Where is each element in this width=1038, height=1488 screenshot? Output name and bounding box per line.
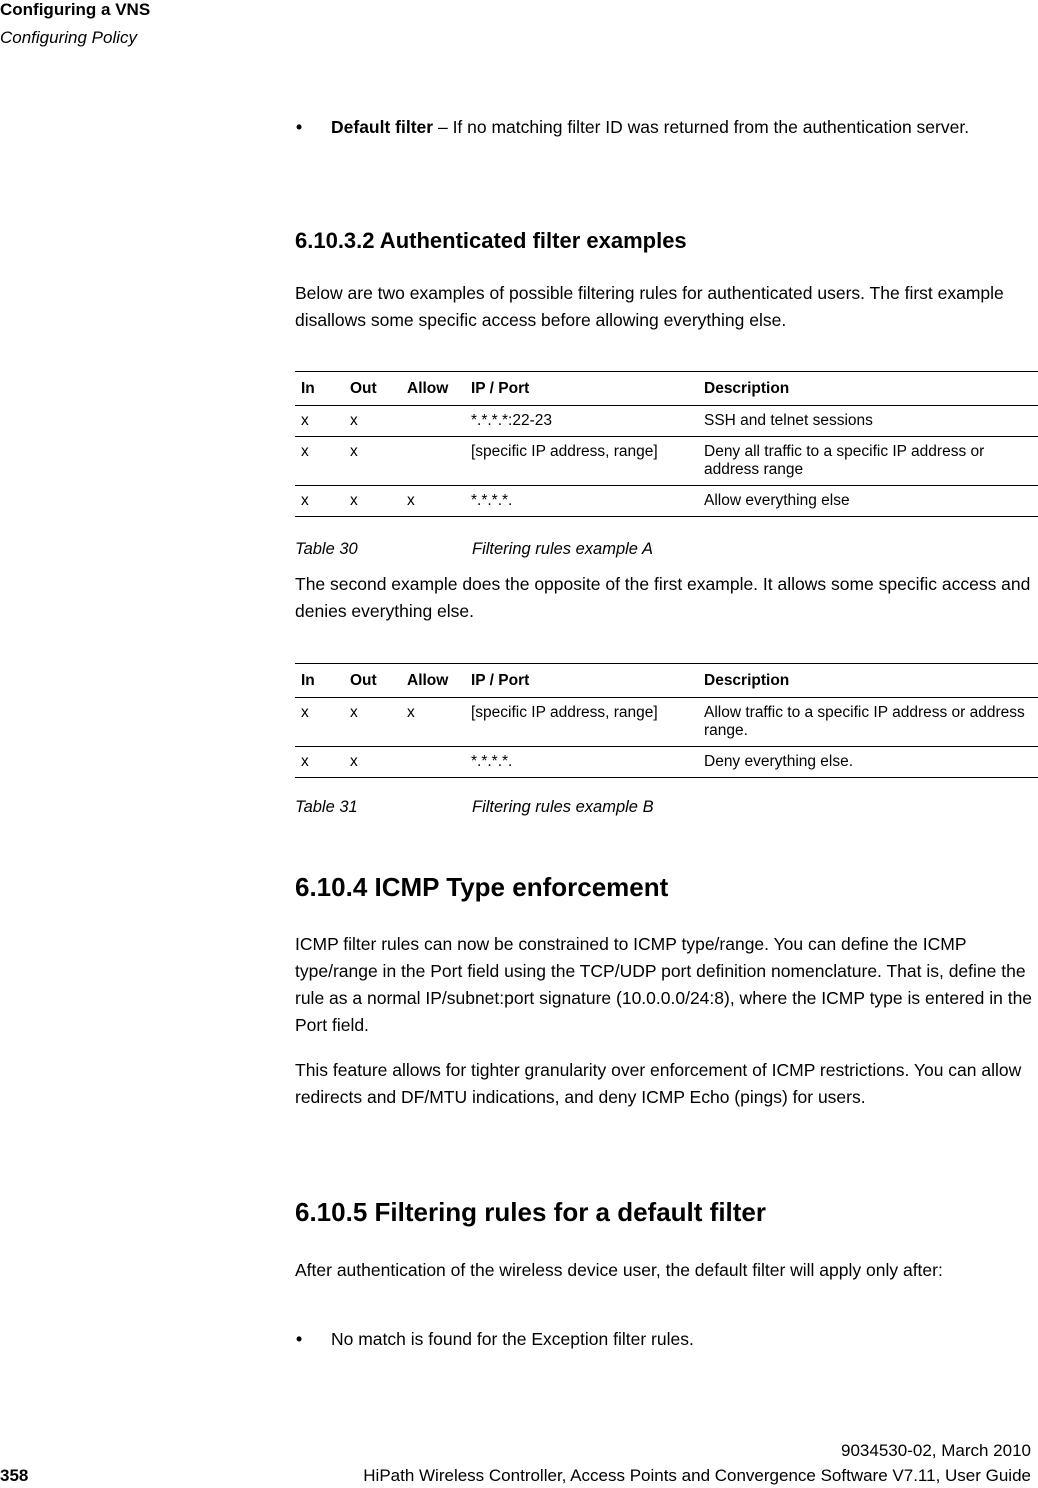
column-header: In — [295, 664, 344, 698]
section-heading-6-10-5: 6.10.5 Filtering rules for a default filter — [295, 1197, 767, 1227]
table-row — [295, 747, 1038, 778]
table-cell — [401, 437, 465, 486]
table-cell: x — [344, 747, 401, 778]
bullet-text — [331, 114, 1032, 141]
table-cell: x — [295, 486, 344, 517]
running-header-title: Configuring a VNS — [0, 0, 151, 19]
filtering-rules-table-a — [295, 371, 1038, 517]
table-row — [295, 406, 1038, 437]
footer-guide-title: HiPath Wireless Controller, Access Points and Convergence Software V7.11, User Guide — [363, 1466, 1031, 1485]
column-header: IP / Port — [465, 372, 698, 406]
table-cell: SSH and telnet sessions — [698, 406, 1038, 437]
default-filter-bullet — [296, 114, 1032, 141]
exception-bullet — [296, 1326, 1032, 1353]
running-header-subtitle: Configuring Policy — [0, 28, 138, 47]
table-header-row — [295, 664, 1038, 698]
column-header: Description — [698, 372, 1038, 406]
table-cell: *.*.*.*. — [465, 747, 698, 778]
table-caption-label: Table 31 — [295, 798, 358, 816]
table-cell: *.*.*.*. — [465, 486, 698, 517]
table-cell: x — [344, 486, 401, 517]
table-caption-label: Table 30 — [295, 540, 358, 558]
icmp-paragraph-2: This feature allows for tighter granularity over enforcement of ICMP restrictions. You can allow redirects and DF/MTU indications, and deny ICMP Echo (pings) for users. — [295, 1060, 1022, 1107]
column-header: Out — [344, 372, 401, 406]
table-cell: Deny all traffic to a specific IP address or address range — [698, 437, 1038, 486]
bullet-description: – If no matching filter ID was returned from the authentication server. — [433, 117, 970, 137]
column-header: Allow — [401, 664, 465, 698]
bullet-term: Default filter — [331, 117, 434, 137]
table-cell: x — [401, 486, 465, 517]
column-header: IP / Port — [465, 664, 698, 698]
section-heading-6-10-4: 6.10.4 ICMP Type enforcement — [295, 872, 669, 902]
table-cell: x — [344, 406, 401, 437]
between-tables-paragraph: The second example does the opposite of the first example. It allows some specific access and denies everything else. — [295, 574, 1031, 621]
default-filter-paragraph: After authentication of the wireless device user, the default filter will apply only after: — [295, 1260, 943, 1280]
table-caption-text: Filtering rules example A — [472, 540, 653, 558]
table-cell: x — [344, 698, 401, 747]
filtering-rules-table-b — [295, 663, 1038, 778]
section-heading-6-10-3-2: 6.10.3.2 Authenticated filter examples — [295, 228, 687, 253]
table-cell: [specific IP address, range] — [465, 698, 698, 747]
table-header-row — [295, 372, 1038, 406]
table-row — [295, 437, 1038, 486]
column-header: In — [295, 372, 344, 406]
column-header: Description — [698, 664, 1038, 698]
table-cell: x — [295, 698, 344, 747]
table-caption-text: Filtering rules example B — [472, 798, 654, 816]
table-cell: Allow everything else — [698, 486, 1038, 517]
bullet-marker: • — [296, 1329, 303, 1349]
table-cell: [specific IP address, range] — [465, 437, 698, 486]
table-cell — [401, 406, 465, 437]
table-cell: Deny everything else. — [698, 747, 1038, 778]
bullet-marker: • — [296, 117, 303, 137]
icmp-paragraph-1: ICMP filter rules can now be constrained to ICMP type/range. You can define the ICMP type/range in the Port field using the TCP/UDP port definition nomenclature. That is, define the rule as a normal IP/subnet:port signature (10.0.0.0/24:8), where the ICMP type is entered in the Port field. — [295, 934, 1033, 1035]
table-row — [295, 486, 1038, 517]
table-cell: x — [295, 406, 344, 437]
footer-document-id: 9034530-02, March 2010 — [841, 1441, 1031, 1460]
table-cell — [401, 747, 465, 778]
table-cell: x — [401, 698, 465, 747]
section-paragraph: Below are two examples of possible filtering rules for authenticated users. The first example disallows some specific access before allowing everything else. — [295, 283, 1004, 330]
column-header: Allow — [401, 372, 465, 406]
footer-page-number: 358 — [0, 1466, 29, 1485]
table-cell: *.*.*.*:22-23 — [465, 406, 698, 437]
table-cell: Allow traffic to a specific IP address or address range. — [698, 698, 1038, 747]
table-cell: x — [295, 747, 344, 778]
table-cell: x — [295, 437, 344, 486]
column-header: Out — [344, 664, 401, 698]
bullet-text: No match is found for the Exception filter rules. — [331, 1329, 694, 1349]
table-cell: x — [344, 437, 401, 486]
table-row — [295, 698, 1038, 747]
